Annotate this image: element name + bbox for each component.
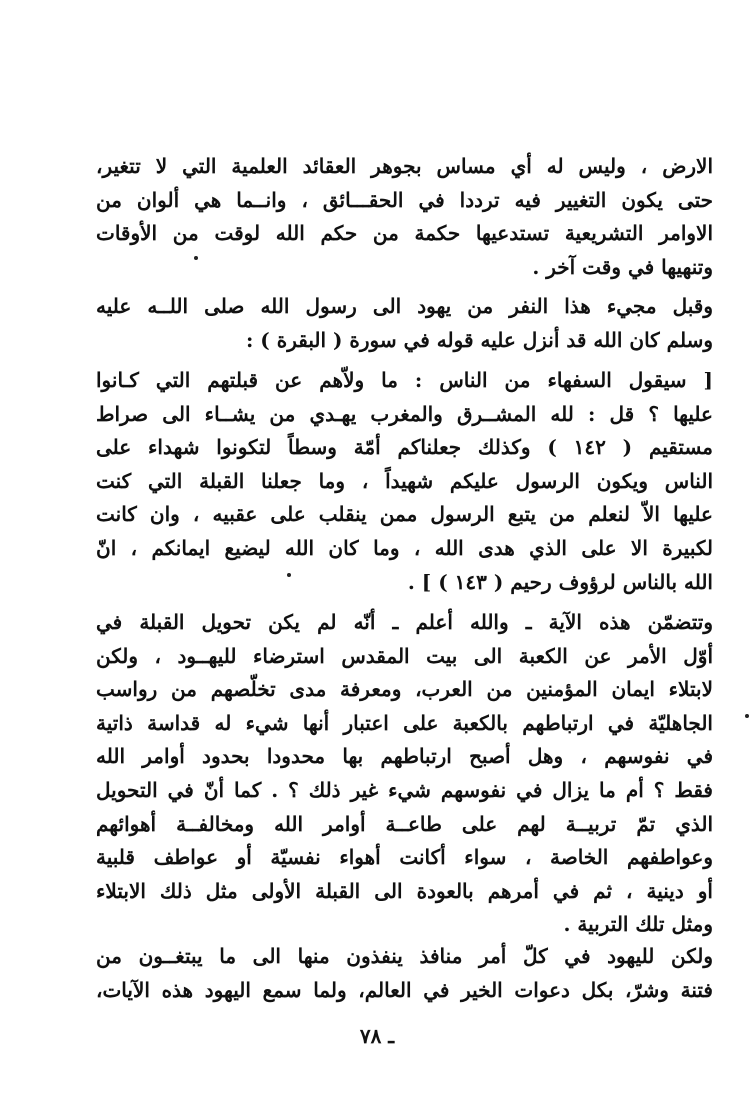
text-line: الاوامر التشريعية تستدعيها حكمة من حكم الله لوقت من الأوقات bbox=[96, 221, 713, 246]
scan-speck bbox=[287, 573, 291, 577]
text-line: لابتلاء ايمان المؤمنين من العرب، ومعرفة مدى تخلّصهم من رواسب bbox=[96, 677, 713, 702]
text-line: عليها ؟ قل : لله المشــرق والمغرب يهـدي من يشــاء الى صراط bbox=[96, 401, 713, 426]
text-line: ومثل تلك التربية . bbox=[563, 912, 713, 937]
text-line: وعواطفهم الخاصة ، سواء أكانت أهواء نفسيّة أو عواطف قلبية bbox=[96, 845, 713, 870]
quran-quote bbox=[96, 364, 713, 599]
text-line: الارض ، وليس له أي مساس بجوهر العقائد العلمية التي لا تتغير، bbox=[96, 154, 713, 178]
text-line: في نفوسهم ، وهل أصبح ارتباطهم بها محدودا بحدود أوامر الله bbox=[96, 744, 713, 769]
text-line: الناس ويكون الرسول عليكم شهيداً ، وما جعلنا القبلة التي كنت bbox=[96, 468, 713, 493]
text-line: عليها الاّ لنعلم من يتبع الرسول ممن ينقلب على عقبيه ، وان كانت bbox=[96, 502, 713, 527]
text-line: فقط ؟ أم ما يزال في نفوسهم شيء غير ذلك ؟ . كما أنّ في التحويل bbox=[96, 777, 713, 802]
text-line: وقبل مجيء هذا النفر من يهود الى رسول الله صلى اللــه عليه bbox=[96, 294, 713, 318]
text-line: وتنهيها في وقت آخر . bbox=[532, 254, 713, 279]
scan-speck bbox=[745, 714, 749, 718]
paragraph bbox=[96, 290, 713, 357]
paragraph bbox=[96, 150, 713, 284]
text-line: الجاهليّة في ارتباطهم بالكعبة على اعتبار أنها شيء له قداسة ذاتية bbox=[96, 710, 713, 735]
paragraph bbox=[96, 940, 713, 1007]
text-line: وسلم كان الله قد أنزل عليه قوله في سورة ( البقرة ) : bbox=[245, 327, 713, 352]
text-line: الذي تمّ تربيــة لهم على طاعــة أوامر الله ومخالفــة أهوائهم bbox=[96, 811, 713, 836]
paragraph bbox=[96, 606, 713, 942]
text-line: لكبيرة الا على الذي هدى الله ، وما كان الله ليضيع ايمانكم ، انّ bbox=[96, 535, 713, 560]
text-line: أوّل الأمر عن الكعبة الى بيت المقدس استرضاء لليهــود ، ولكن bbox=[96, 643, 713, 668]
page-number: ـ ٧٨ bbox=[359, 1024, 395, 1048]
text-line: فتنة وشرّ، بكل دعوات الخير في العالم، ولما سمع اليهود هذه الآيات، bbox=[96, 977, 713, 1002]
text-line: ولكن لليهود في كلّ أمر منافذ ينفذون منها الى ما يبتغــون من bbox=[96, 944, 713, 968]
text-line: أو دينية ، ثم في أمرهم بالعودة الى القبلة الأولى مثل ذلك الابتلاء bbox=[96, 878, 713, 903]
text-line: [ سيقول السفهاء من الناس : ما ولاّهم عن قبلتهم التي كـانوا bbox=[96, 368, 713, 392]
text-line: الله بالناس لرؤوف رحيم ( ١٤٣ ) ] . bbox=[407, 569, 713, 594]
text-line: حتى يكون التغيير فيه ترددا في الحقـــائق ، وانــما هي ألوان من bbox=[96, 187, 713, 212]
text-line: مستقيم ( ١٤٢ ) وكذلك جعلناكم أمّة وسطاً لتكونوا شهداء على bbox=[96, 435, 713, 460]
scan-speck bbox=[194, 256, 198, 260]
text-line: وتتضمّن هذه الآية ـ والله أعلم ـ أنّه لم يكن تحويل القبلة في bbox=[96, 610, 713, 634]
